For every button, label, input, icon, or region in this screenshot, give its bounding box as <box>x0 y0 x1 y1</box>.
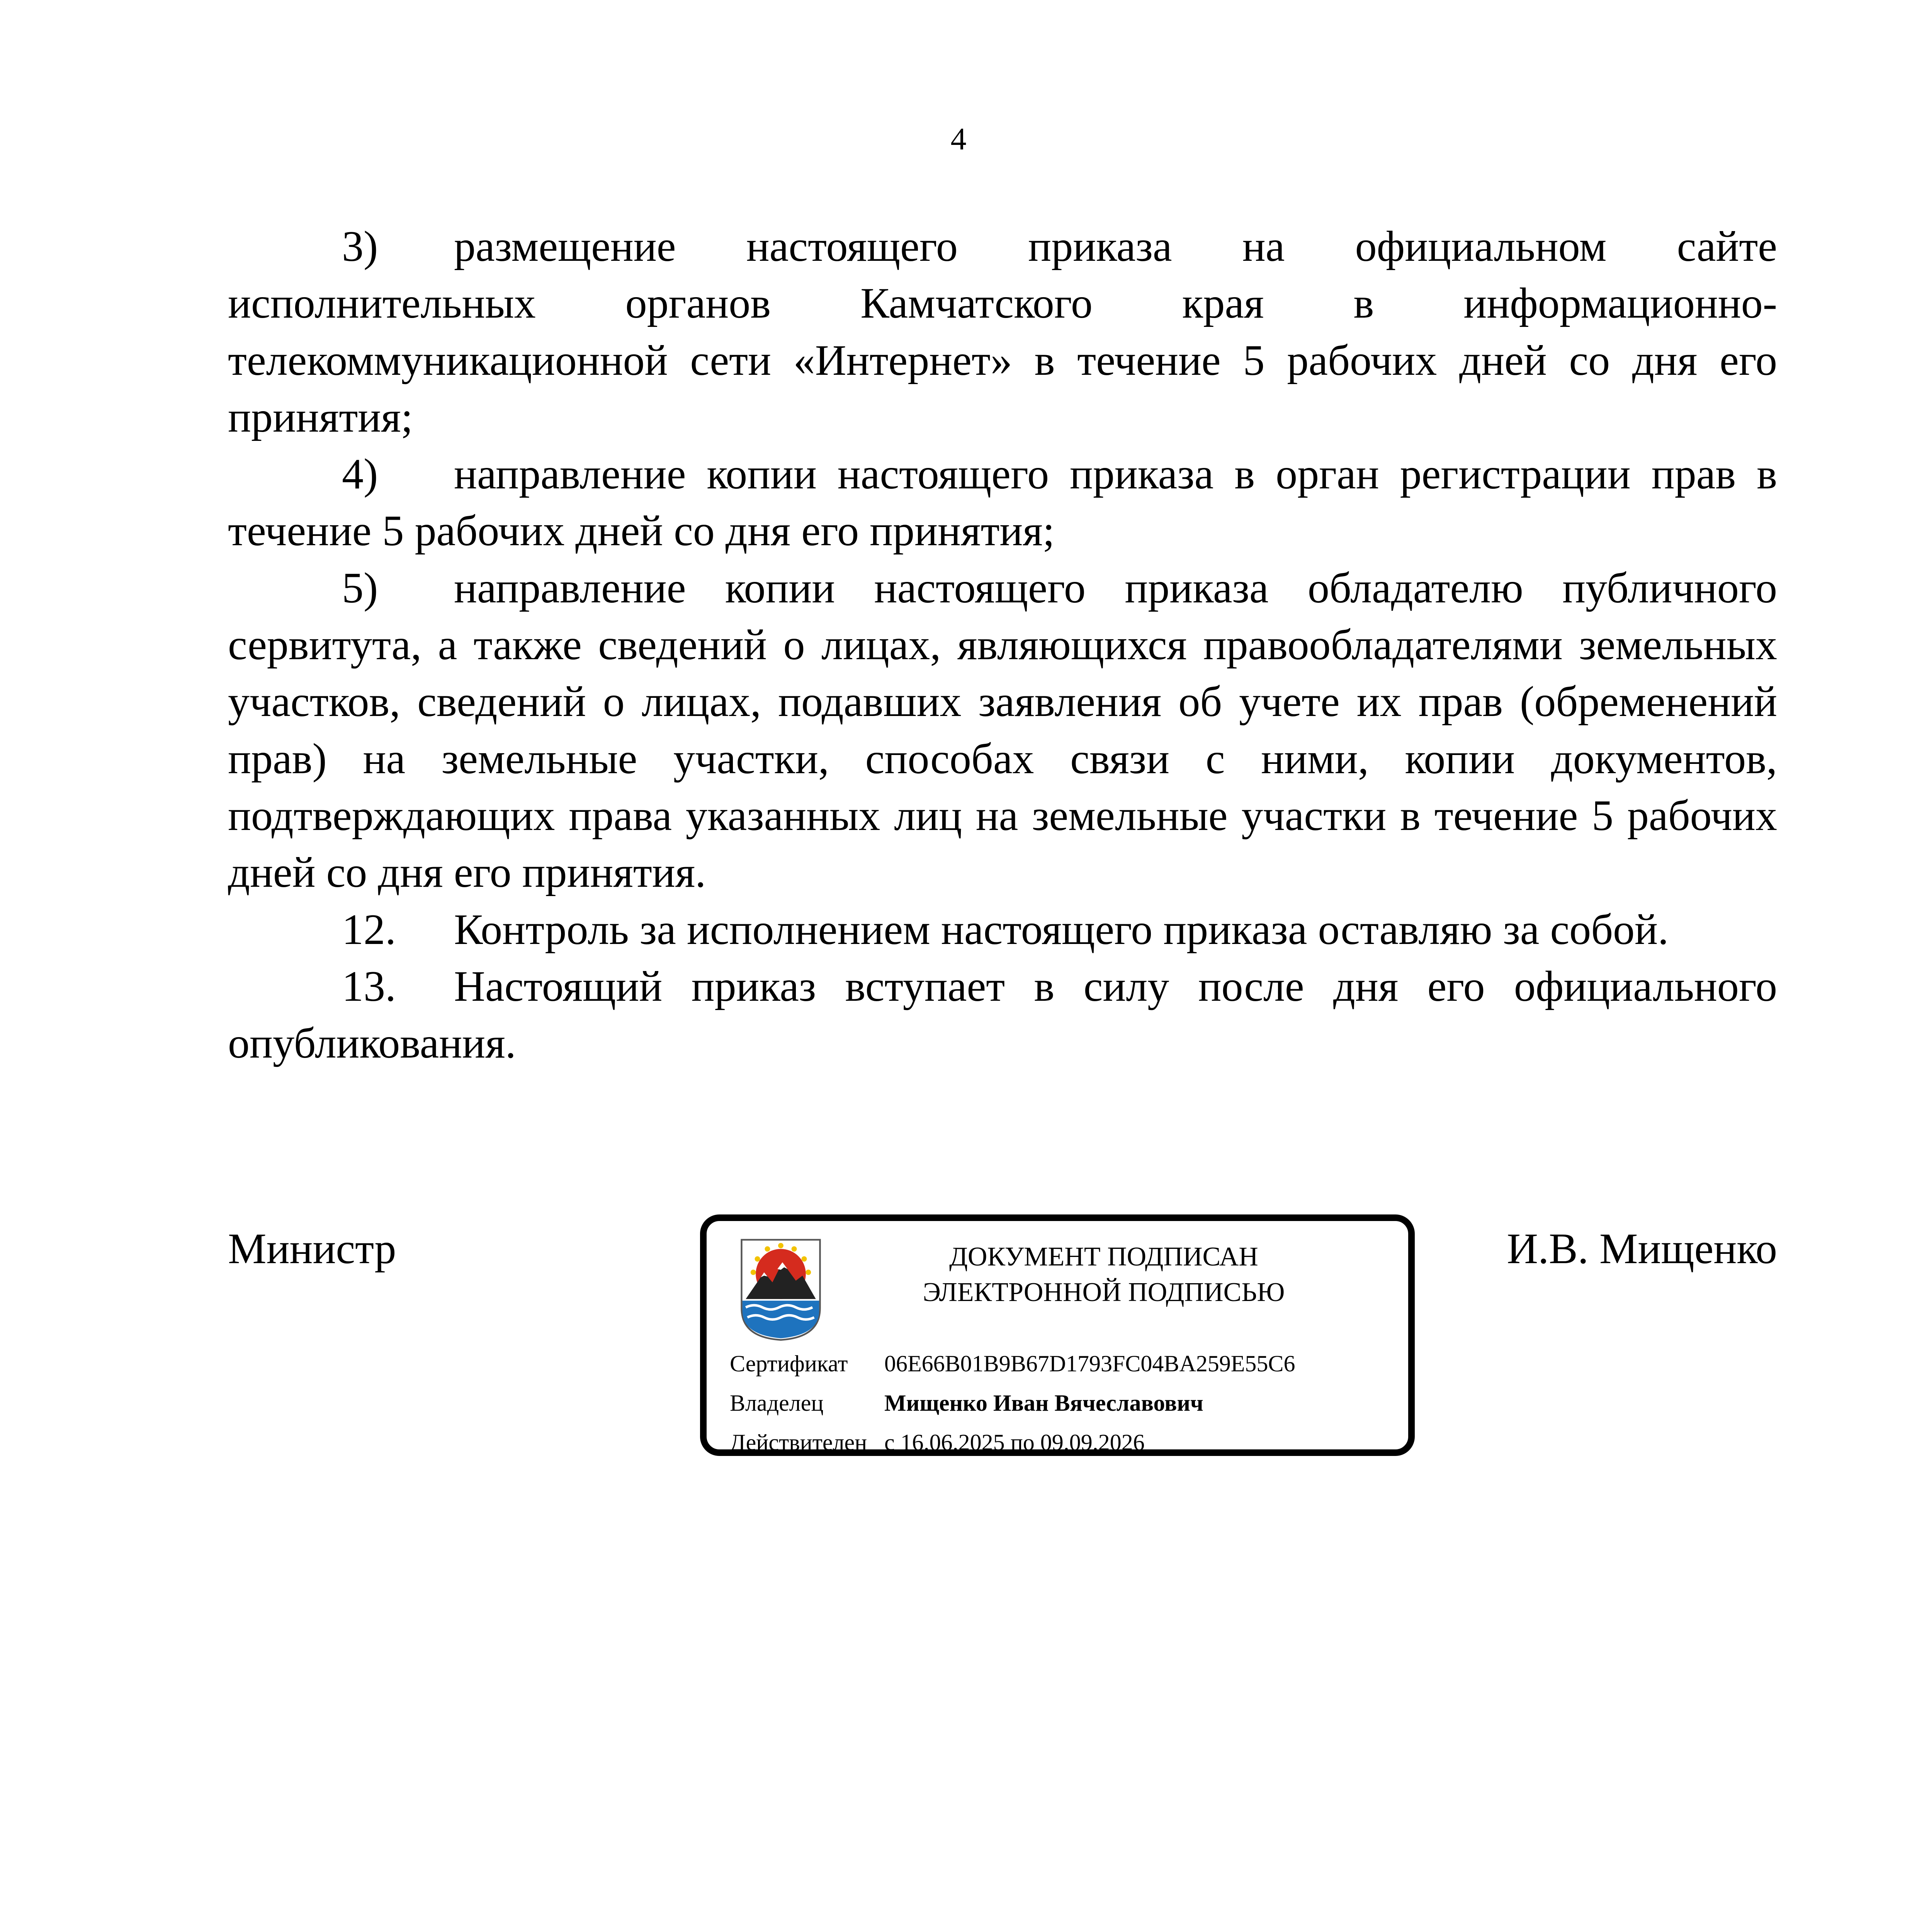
owner-row <box>730 1383 1295 1423</box>
paragraph-number: 5) <box>342 564 378 612</box>
paragraph-number: 4) <box>342 450 378 498</box>
paragraph-13 <box>228 958 1777 1072</box>
certificate-row <box>730 1344 1295 1383</box>
certificate-value: 06E66B01B9B67D1793FC04BA259E55C6 <box>884 1351 1295 1376</box>
paragraph-text: направление копии настоящего приказа в орган регистрации прав в течение 5 рабочих дней со дня его принятия; <box>228 450 1777 555</box>
stamp-title-line-1: ДОКУМЕНТ ПОДПИСАН <box>949 1242 1258 1272</box>
paragraph-text: направление копии настоящего приказа обладателю публичного сервитута, а также сведений о лицах, являющихся правообладателями земельных участков, сведений о лицах, подавших заявления об учете их прав (обременений прав) на земельные участки, способах связи с ними, копии документов, подтверждающих права указанных лиц на земельные участки в течение 5 рабочих дней со дня его принятия. <box>228 564 1777 897</box>
stamp-title <box>823 1239 1385 1310</box>
paragraph-number: 3) <box>342 223 378 270</box>
kamchatka-coat-of-arms-icon <box>738 1237 823 1342</box>
stamp-details <box>730 1344 1295 1462</box>
electronic-signature-stamp <box>700 1214 1415 1456</box>
paragraph-12 <box>228 901 1777 958</box>
page-number: 4 <box>950 121 967 156</box>
validity-value: с 16.06.2025 по 09.09.2026 <box>884 1430 1145 1455</box>
paragraph-number: 12. <box>342 905 396 954</box>
stamp-title-line-2: ЭЛЕКТРОННОЙ ПОДПИСЬЮ <box>923 1277 1285 1307</box>
paragraph-text: Контроль за исполнением настоящего приказа оставляю за собой. <box>454 905 1669 954</box>
paragraph-text: размещение настоящего приказа на официальном сайте исполнительных органов Камчатского края в информационно-телекоммуникационной сети «Интернет» в течение 5 рабочих дней со дня его принятия; <box>228 223 1777 441</box>
signatory-position: Министр <box>228 1225 396 1273</box>
validity-label: Действителен <box>730 1430 867 1455</box>
owner-label: Владелец <box>730 1390 824 1416</box>
paragraph-text: Настоящий приказ вступает в силу после дня его официального опубликования. <box>228 962 1777 1068</box>
paragraph-number: 13. <box>342 962 396 1010</box>
owner-value: Мищенко Иван Вячеславович <box>884 1390 1203 1416</box>
paragraph-4 <box>228 446 1777 560</box>
paragraph-5 <box>228 560 1777 901</box>
document-body <box>228 218 1777 1072</box>
validity-row <box>730 1423 1295 1462</box>
certificate-label: Сертификат <box>730 1351 848 1376</box>
signatory-name: И.В. Мищенко <box>1507 1225 1777 1273</box>
paragraph-3 <box>228 218 1777 446</box>
